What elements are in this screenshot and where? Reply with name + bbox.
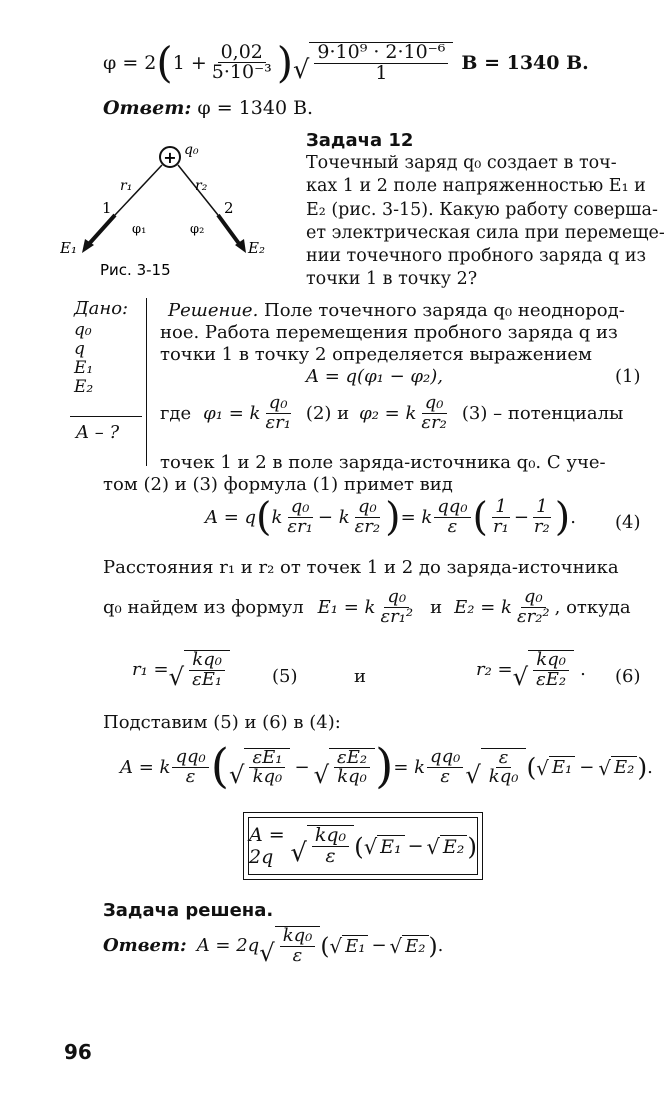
denominator: εr₁²: [380, 605, 414, 627]
solution-line-6: Расстояния r₁ и r₂ от точек 1 и 2 до заряда-источника: [103, 557, 619, 578]
final-answer-lhs: A = 2q: [196, 935, 260, 957]
point-2-label: 2: [224, 199, 234, 217]
denominator: r₂: [533, 516, 550, 538]
result-box: [243, 812, 483, 880]
equation-4-number: (4): [615, 512, 641, 533]
phi2-lhs: φ₂ = k: [359, 402, 417, 424]
denominator: ε: [440, 765, 451, 787]
numerator: εE₂: [334, 749, 370, 769]
numerator: qq₀: [172, 748, 208, 768]
eq4-equals: = k: [400, 507, 433, 529]
given-vertical-rule: [146, 298, 147, 466]
solved-line: Задача решена.: [103, 900, 274, 921]
root-denominator: 1: [375, 61, 388, 84]
r1-lhs: r₁ =: [132, 659, 169, 681]
denominator: ε: [325, 845, 336, 867]
denominator: ε: [185, 765, 196, 787]
numerator: qq₀: [434, 498, 470, 518]
numerator: εE₁: [249, 749, 285, 769]
task-title: Задача 12: [306, 130, 414, 151]
eq4-lhs: A = q: [205, 507, 257, 529]
field-formulas-line: [103, 588, 631, 627]
solution-text: Поле точечного заряда q₀ неоднород-: [258, 300, 625, 321]
combined-lhs: A = k: [120, 756, 171, 778]
equation-5-number: (5): [272, 666, 298, 687]
task-text: [306, 152, 665, 292]
top-formula: [103, 38, 589, 88]
numerator: q₀: [355, 498, 380, 518]
r1-formula: r₁ = √ $\frac{\text{kq₀}}{\text{εE₁}}$: [132, 650, 230, 690]
top-formula-one-plus: 1 +: [172, 51, 207, 74]
equation-4: A = q ( k $\frac{\text{q₀}}{\text{εr₁}}$ − k $\frac{\text{q₀}}{\text{εr₂}}$ ) = k $\frac{\text{qq₀}}{\varepsilon}$ ( $\frac{1}{\text{r₁}}$ − $\frac{1}{\text{r₂}}$ ) .: [205, 494, 576, 540]
point-1-label: 1: [102, 199, 112, 217]
and-word: и: [430, 596, 443, 618]
given-item: E₁: [74, 358, 94, 378]
task-line: нии точечного пробного заряда q из: [306, 246, 647, 267]
denominator: εr₂: [354, 516, 381, 538]
sqrt: √ $\frac{\text{9·10⁹ · 2·10⁻⁶}}{1}$: [293, 42, 453, 84]
given-item: E₂: [74, 377, 94, 397]
given-item: q₀: [74, 320, 92, 340]
solution-line-7a: q₀ найдем из формул: [103, 596, 304, 618]
top-formula-result: В = 1340 В.: [461, 51, 589, 74]
numerator: q₀: [266, 394, 291, 414]
result-lhs: A = 2q: [249, 824, 285, 868]
equation-1-number: (1): [615, 366, 641, 387]
paren: ): [276, 38, 294, 88]
numerator: qq₀: [427, 748, 463, 768]
paren: (: [210, 740, 229, 794]
paren: ): [554, 494, 571, 540]
r2-label: r₂: [195, 178, 208, 194]
E2-lhs: E₂ = k: [454, 596, 512, 618]
root-numerator: 9·10⁹ · 2·10⁻⁶: [314, 43, 448, 64]
numerator: kq₀: [312, 826, 349, 847]
figure-caption: Рис. 3-15: [100, 261, 171, 279]
numerator: q₀: [422, 394, 447, 414]
task-line: Точечный заряд q₀ создает в точ-: [306, 153, 617, 173]
numerator: kq₀: [189, 651, 225, 671]
eq4-k: k: [271, 507, 283, 529]
sqrt-E2: E₂: [402, 935, 428, 957]
result-box-inner: A = 2q √ $\frac{\text{kq₀}}{\varepsilon}$ ( √ E₁ − √ E₂ ): [248, 817, 478, 875]
sqrt-E2: E₂: [611, 756, 637, 778]
paren: (: [472, 494, 488, 540]
phi1-lhs: φ₁ = k: [203, 402, 261, 424]
r1-label: r₁: [120, 178, 133, 194]
task-line: E₂ (рис. 3-15). Какую работу соверша-: [306, 199, 658, 220]
E2-label: E₂: [248, 239, 265, 257]
q0-label: q₀: [184, 142, 199, 158]
solution-line-5: том (2) и (3) формула (1) примет вид: [103, 474, 453, 495]
potentials-line: [160, 394, 623, 433]
eq-ref-3: (3) – потенциалы: [461, 402, 624, 424]
denominator: ε: [292, 944, 303, 966]
answer-text: φ = 1340 В.: [197, 97, 314, 119]
paren: ): [375, 740, 394, 794]
top-formula-lhs: φ = 2: [103, 51, 157, 74]
vector-E2: [218, 215, 240, 245]
fraction: [209, 40, 275, 84]
given-item: q: [74, 339, 85, 359]
solution-line-1: [168, 300, 625, 321]
plus-sign: +: [163, 148, 177, 167]
r2-lhs: r₂ =: [476, 659, 513, 681]
denominator: εr₂²: [516, 605, 550, 627]
task-line: ет электрическая сила при перемеще-: [306, 222, 665, 243]
given-divider: [70, 416, 142, 417]
paren: (: [156, 38, 173, 88]
combined-equation: A = k $\frac{\text{qq₀}}{\varepsilon}$ ( √ $\frac{\text{εE₁}}{\text{kq₀}}$ − √ $\frac{\text{εE₂}}{\text{kq₀}}$ ) = k $\frac{\text{qq₀}}{\varepsilon}$ √ $\frac{\varepsilon}{\text{kq₀}}$ ( √ E₁ − √ E₂ ) .: [120, 740, 653, 794]
paren: (: [256, 494, 272, 540]
solution-line-2: ное. Работа перемещения пробного заряда q из: [160, 322, 618, 343]
numerator: 1: [533, 498, 550, 518]
given-find: A – ?: [76, 422, 120, 443]
denominator: r₁: [493, 516, 509, 538]
and-word-2: и: [354, 666, 366, 687]
given-block: [74, 298, 152, 466]
given-label: Дано:: [74, 298, 129, 319]
denominator: kq₀: [488, 766, 519, 788]
denominator: εr₁: [265, 411, 291, 433]
eq4-minus: − k: [317, 507, 350, 529]
numerator: 1: [492, 498, 509, 518]
numerator: kq₀: [280, 927, 316, 947]
solution-line-7b: , откуда: [554, 596, 631, 618]
denominator: kq₀: [252, 766, 283, 788]
denominator: εr₁: [287, 516, 313, 538]
denominator: εE₁: [192, 668, 223, 690]
denominator: ε: [447, 516, 458, 538]
eq-ref-2: (2) и: [305, 402, 350, 424]
task-line: точки 1 в точку 2?: [306, 269, 478, 290]
equation-1: A = q(φ₁ − φ₂),: [306, 366, 443, 387]
solution-lead: Решение.: [168, 300, 259, 321]
E1-lhs: E₁ = k: [317, 596, 376, 618]
paren: ): [385, 494, 401, 540]
numerator: 0,02: [218, 43, 266, 64]
sqrt-E2: E₂: [440, 835, 468, 858]
sqrt-E1: E₁: [342, 935, 368, 957]
numerator: q₀: [288, 498, 313, 518]
final-answer-label: Ответ:: [103, 935, 187, 957]
phi2-label: φ₂: [190, 222, 205, 237]
minus-sign: −: [513, 507, 529, 529]
solution-line-4: точек 1 и 2 в поле заряда-источника q₀. С уче-: [160, 452, 606, 473]
equation-6-number: (6): [615, 666, 641, 687]
answer-1: [103, 97, 313, 119]
denominator: 5·10⁻³: [211, 61, 272, 84]
numerator: q₀: [384, 588, 409, 608]
denominator: εE₂: [536, 668, 567, 690]
numerator: kq₀: [533, 651, 569, 671]
substitute-line: Подставим (5) и (6) в (4):: [103, 712, 341, 733]
E1-label: E₁: [60, 239, 77, 257]
answer-label: Ответ:: [103, 97, 192, 119]
r2-formula: r₂ = √ $\frac{\text{kq₀}}{\text{εE₂}}$ .: [476, 649, 586, 692]
numerator: ε: [496, 749, 512, 769]
vector-E1: [88, 215, 115, 245]
combined-equals: = k: [393, 756, 426, 778]
final-answer: Ответ: A = 2q √ $\frac{\text{kq₀}}{\varepsilon}$ ( √ E₁ − √ E₂ ) .: [103, 925, 444, 968]
phi1-label: φ₁: [132, 222, 147, 237]
sqrt-E1: E₁: [549, 756, 575, 778]
where-word: где: [160, 402, 192, 424]
numerator: q₀: [521, 588, 546, 608]
denominator: εr₂: [421, 411, 447, 433]
task-line: ках 1 и 2 поле напряженностью E₁ и: [306, 176, 646, 197]
denominator: kq₀: [337, 766, 367, 788]
page-number: 96: [64, 1040, 92, 1064]
sqrt-E1: E₁: [377, 835, 405, 858]
figure-3-15: [60, 135, 270, 285]
solution-line-3: точки 1 в точку 2 определяется выражением: [160, 344, 592, 365]
